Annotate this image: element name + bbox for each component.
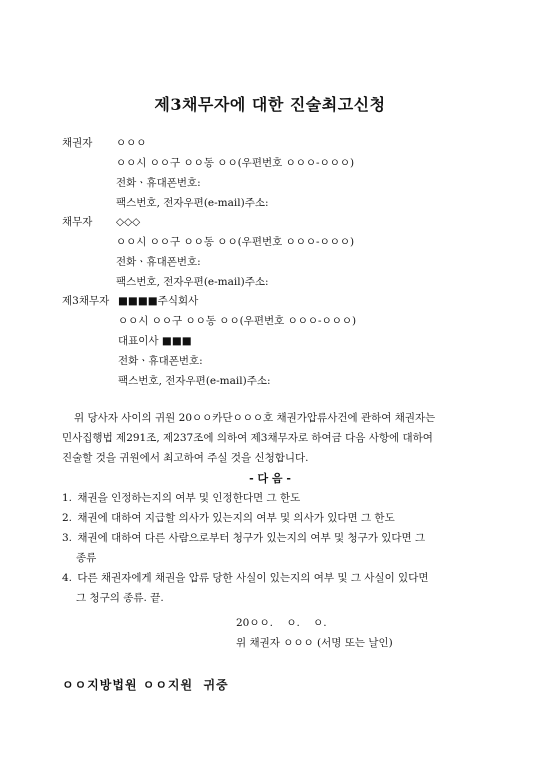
list-heading: - 다 음 - [249,472,291,485]
list-item [62,568,492,608]
item-text: 채권을 인정하는지의 여부 및 인정한다면 그 한도 [77,492,301,504]
third-debtor-label: 제3채무자 [62,295,110,307]
document-title: 제3채무자에 대한 진술최고신청 [154,95,386,114]
item-text: 채권에 대하여 다른 사람으로부터 청구가 있는지의 여부 및 청구가 있다면 그 [77,532,426,544]
third-debtor-name: ■■■■주식회사 [118,295,199,307]
item-number: 1. [62,492,73,504]
request-paragraph [62,408,482,468]
creditor-name: ㅇㅇㅇ [116,137,147,149]
debtor-phone: 전화ㆍ휴대폰번호: [116,256,201,268]
debtor-address: ㅇㅇ시 ㅇㅇ구 ㅇㅇ동 ㅇㅇ(우편번호 ㅇㅇㅇ-ㅇㅇㅇ) [116,236,355,248]
document-date: 20ㅇㅇ. ㅇ. ㅇ. [236,617,327,629]
third-debtor-phone: 전화ㆍ휴대폰번호: [118,355,203,367]
item-number: 4. [62,572,73,584]
list-item [62,508,492,528]
item-text: 채권에 대하여 지급할 의사가 있는지의 여부 및 의사가 있다면 그 한도 [77,512,395,524]
debtor-label: 채무자 [62,216,93,228]
third-debtor-fax-email: 팩스번호, 전자우편(e-mail)주소: [118,375,271,387]
creditor-label: 채권자 [62,137,93,149]
creditor-phone: 전화ㆍ휴대폰번호: [116,177,201,189]
item-text-continued: 종류 [76,552,97,564]
item-text: 다른 채권자에게 채권을 압류 당한 사실이 있는지의 여부 및 그 사실이 있다면 [77,572,429,584]
item-number: 3. [62,532,73,544]
creditor-fax-email: 팩스번호, 전자우편(e-mail)주소: [116,197,269,209]
item-number: 2. [62,512,73,524]
body-line: 진술할 것을 귀원에서 최고하여 주실 것을 신청합니다. [62,452,309,464]
debtor-fax-email: 팩스번호, 전자우편(e-mail)주소: [116,276,269,288]
request-item-list [62,488,492,608]
body-line: 위 당사자 사이의 귀원 20ㅇㅇ카단ㅇㅇㅇ호 채권가압류사건에 관하여 채권자는 [74,412,436,424]
list-item [62,488,492,508]
creditor-address: ㅇㅇ시 ㅇㅇ구 ㅇㅇ동 ㅇㅇ(우편번호 ㅇㅇㅇ-ㅇㅇㅇ) [116,157,355,169]
third-debtor-representative: 대표이사 ■■■ [118,335,192,347]
body-line: 민사집행법 제291조, 제237조에 의하여 제3채무자로 하여금 다음 사항에 대하여 [62,432,433,444]
court-addressee: ㅇㅇ지방법원 ㅇㅇ지원 귀중 [62,678,229,692]
debtor-name: ◇◇◇ [116,216,141,228]
third-debtor-address: ㅇㅇ시 ㅇㅇ구 ㅇㅇ동 ㅇㅇ(우편번호 ㅇㅇㅇ-ㅇㅇㅇ) [118,315,357,327]
signature-line: 위 채권자 ㅇㅇㅇ (서명 또는 날인) [236,637,393,649]
list-item [62,528,492,568]
item-text-continued: 그 청구의 종류. 끝. [76,592,164,604]
